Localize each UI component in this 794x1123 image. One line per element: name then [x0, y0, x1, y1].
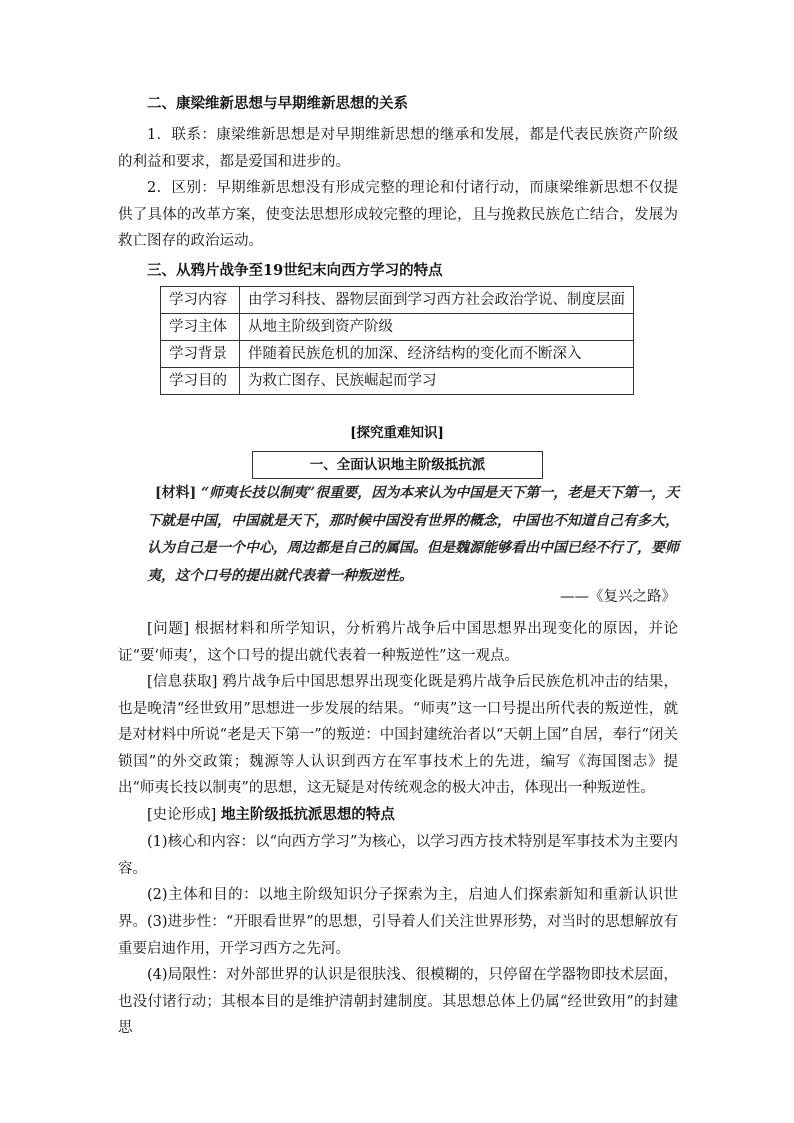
question-block: [118, 616, 678, 669]
table-row: [161, 341, 634, 368]
table-row: [161, 287, 634, 314]
info-text: 鸦片战争后中国思想界出现变化既是鸦片战争后民族危机冲击的结果，也是晚清“经世致用”思想进一步发展的结果。“师夷”这一口号提出所代表的叛逆性，就是对材料中所说“老是天下第一”的叛逆：中国封建统治者以“天朝上国”自居，奉行“闭关锁国”的外交政策；魏源等人认识到西方在军事技术上的先进，编写《海国图志》提出“师夷长技以制夷”的思想，这无疑是对传统观念的极大冲击，体现出一种叛逆性。: [118, 674, 679, 796]
history-p2: (2)主体和目的：以地主阶级知识分子探索为主，启迪人们探索新知和重新认识世界。: [118, 887, 678, 930]
section2-item1: 1．联系：康梁维新思想是对早期维新思想的继承和发展，都是代表民族资产阶级的利益和要求，都是爱国和进步的。: [118, 127, 678, 170]
material-label: [材料]: [155, 485, 197, 501]
material-text: “师夷长技以制夷”很重要，因为本来认为中国是天下第一，老是天下第一，天下就是中国，中国就是天下，那时候中国没有世界的概念，中国也不知道自己有多大，认为自己是一个中心，周边都是自己的属国。但是魏源能够看出中国已经不行了，要师夷，这个口号的提出就代表着一种叛逆性。: [147, 485, 680, 584]
history-heading: [118, 802, 678, 829]
table-key: 学习主体: [161, 314, 240, 341]
history-p3: (3)进步性：“开眼看世界”的思想，引导着人们关注世界形势，对当时的思想解放有重要启迪作用，开学习西方之先河。: [118, 914, 678, 957]
table-value: 由学习科技、器物层面到学习西方社会政治学说、制度层面: [240, 287, 634, 314]
info-label: [信息获取]: [147, 674, 218, 690]
table-key: 学习目的: [161, 368, 240, 395]
section2-item2: 2．区别：早期维新思想没有形成完整的理论和付诸行动，而康梁维新思想不仅提供了具体的改革方案，使变法思想形成较完整的理论，且与挽救民族危亡结合，发展为救亡图存的政治运动。: [118, 180, 678, 249]
explore-tag: [探究重难知识]: [350, 425, 444, 441]
section3-heading: 三、从鸦片战争至19世纪末向西方学习的特点: [147, 262, 443, 279]
table-value: 伴随着民族危机的加深、经济结构的变化而不断深入: [240, 341, 634, 368]
material-block: [147, 480, 687, 590]
history-p4: (4)局限性：对外部世界的认识是很肤浅、很模糊的，只停留在学器物即技术层面，也没付诸行动；其根本目的是维护清朝封建制度。其思想总体上仍属“经世致用”的封建思: [118, 967, 678, 1036]
question-label: [问题]: [147, 621, 190, 637]
section2-heading: 二、康梁维新思想与早期维新思想的关系: [147, 95, 408, 112]
table-row: [161, 314, 634, 341]
history-label: [史论形成]: [147, 807, 217, 823]
table-value: 为救亡图存、民族崛起而学习: [240, 368, 634, 395]
table-row: [161, 368, 634, 395]
table-key: 学习背景: [161, 341, 240, 368]
learning-features-table: [160, 286, 634, 395]
material-source: ——《复兴之路》: [560, 589, 676, 605]
section-box-title: 一、全面认识地主阶级抵抗派: [252, 451, 543, 479]
history-title: 地主阶级抵抗派思想的特点: [220, 806, 395, 823]
history-p1: (1)核心和内容：以“向西方学习”为核心，以学习西方技术特别是军事技术为主要内容。: [118, 834, 678, 877]
table-key: 学习内容: [161, 287, 240, 314]
info-block: [118, 669, 678, 802]
question-text: 根据材料和所学知识，分析鸦片战争后中国思想界出现变化的原因，并论证“要‘师夷’，这个口号的提出就代表着一种叛逆性”这一观点。: [118, 621, 679, 664]
table-value: 从地主阶级到资产阶级: [240, 314, 634, 341]
